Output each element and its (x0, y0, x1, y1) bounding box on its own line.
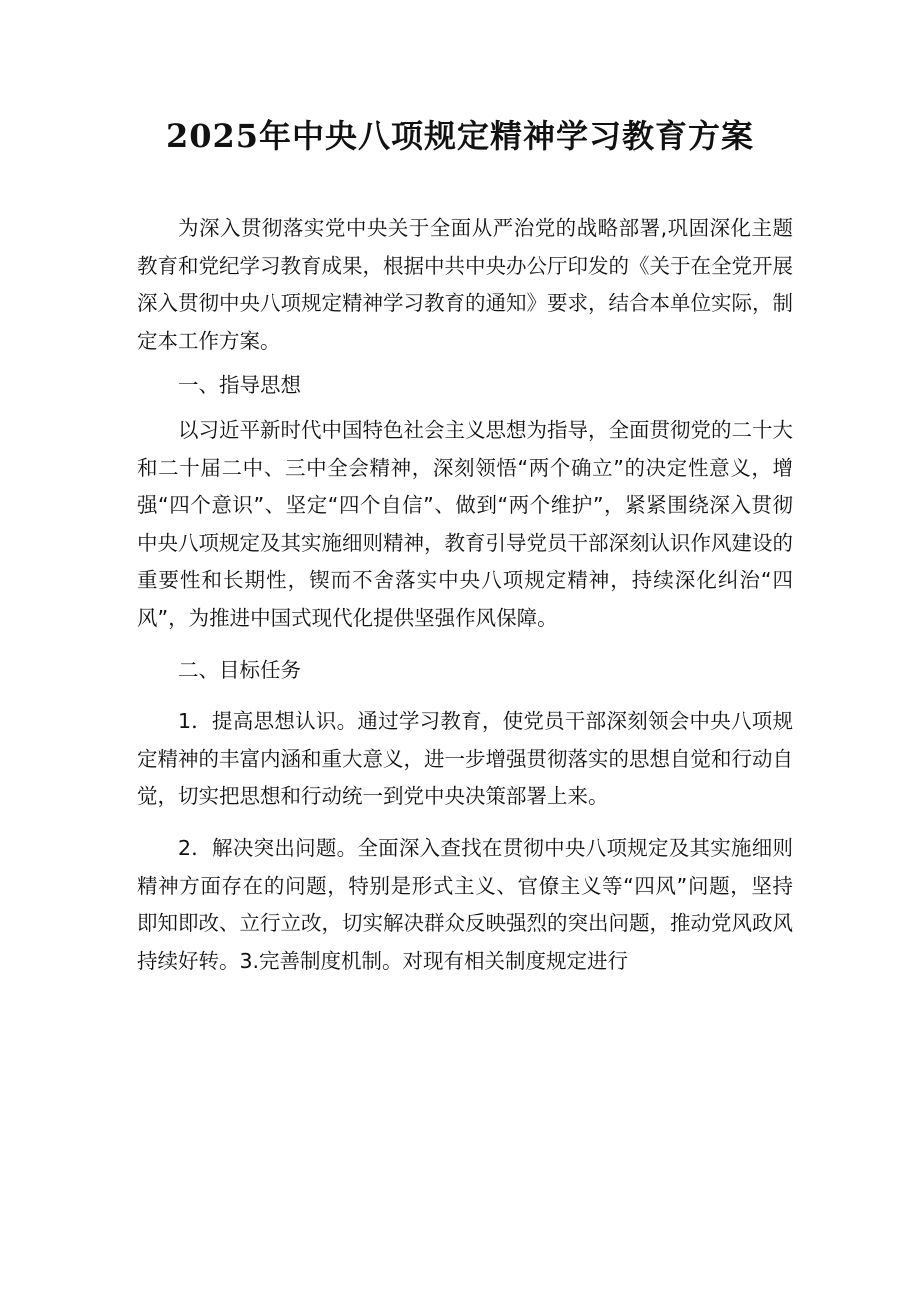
section-heading-guiding-ideology: 一、指导思想 (178, 373, 301, 398)
guiding-ideology-paragraph: 以习近平新时代中国特色社会主义思想为指导，全面贯彻党的二十大和二十届二中、三中全会精神，深刻领悟“两个确立”的决定性意义，增强“四个意识”、坚定“四个自信”、做到“两个维护”，紧紧围绕深入贯彻中央八项规定及其实施细则精神，教育引导党员干部深刻认识作风建设的重要性和长期性，锲而不舍落实中央八项规定精神，持续深化纠治“四风”，为推进中国式现代化提供坚强作风保障。 (137, 417, 793, 630)
intro-paragraph: 为深入贯彻落实党中央关于全面从严治党的战略部署,巩固深化主题教育和党纪学习教育成果，根据中共中央办公厅印发的《关于在全党开展深入贯彻中央八项规定精神学习教育的通知》要求，结合本单位实际，制定本工作方案。 (137, 216, 793, 353)
goal-item-2: 2．解决突出问题。全面深入查找在贯彻中央八项规定及其实施细则精神方面存在的问题，特别是形式主义、官僚主义等“四风”问题，坚持即知即改、立行立改，切实解决群众反映强烈的突出问题，推动党风政风持续好转。3.完善制度机制。对现有相关制度规定进行 (137, 835, 793, 973)
goal-item-1: 1．提高思想认识。通过学习教育，使党员干部深刻领会中央八项规定精神的丰富内涵和重大意义，进一步增强贯彻落实的思想自觉和行动自觉，切实把思想和行动统一到党中央决策部署上来。 (137, 709, 793, 809)
section-heading-goals-tasks: 二、目标任务 (178, 657, 301, 682)
document-body (137, 210, 793, 980)
document-title: 2025年中央八项规定精神学习教育方案 (165, 117, 755, 155)
